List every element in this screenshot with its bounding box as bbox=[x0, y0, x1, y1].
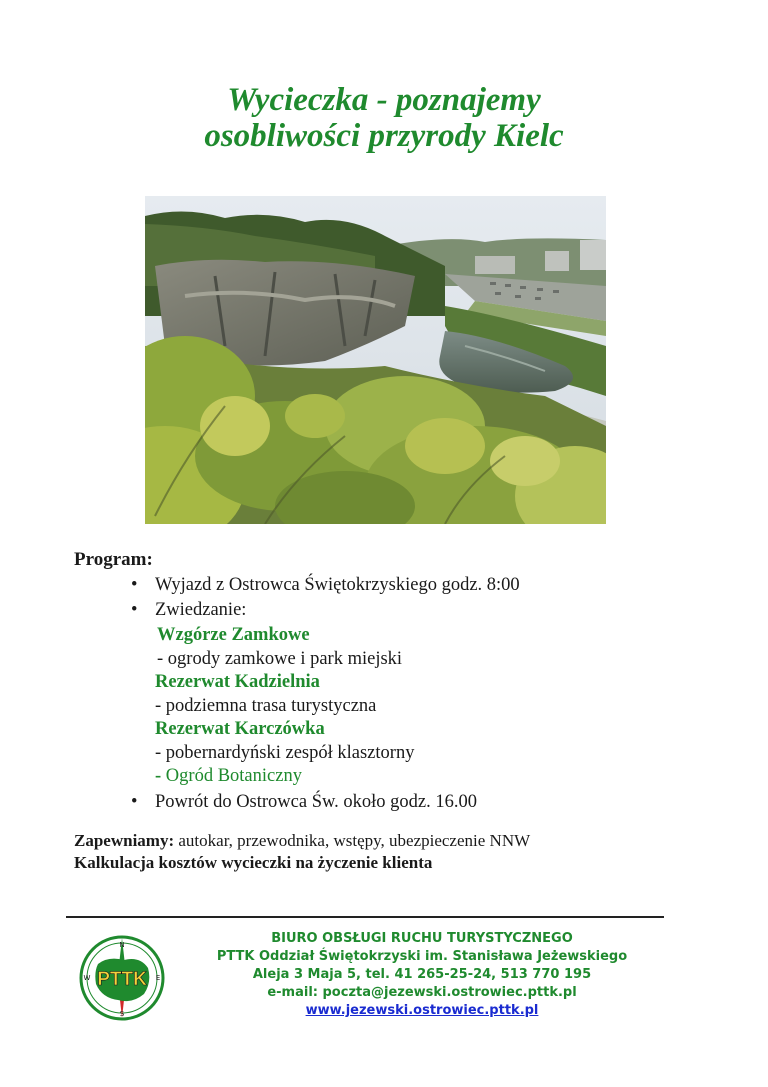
website-link[interactable]: www.jezewski.ostrowiec.pttk.pl bbox=[305, 1003, 539, 1018]
sightseeing-label: Zwiedzanie: bbox=[155, 600, 247, 620]
compass-w: W bbox=[83, 974, 91, 982]
cost-calculation: Kalkulacja kosztów wycieczki na życzenie klienta bbox=[74, 853, 433, 872]
website-link-row bbox=[182, 1001, 662, 1020]
office-email[interactable]: e-mail: poczta@jezewski.ostrowiec.pttk.pl bbox=[267, 985, 577, 1000]
compass-e: E bbox=[155, 974, 161, 982]
bullet-icon: • bbox=[131, 600, 138, 620]
garden-name: Ogród Botaniczny bbox=[165, 766, 302, 786]
title-line-2: osobliwości przyrody Kielc bbox=[204, 118, 564, 154]
offer-text: autokar, przewodnika, wstępy, ubezpieczenie NNW bbox=[178, 831, 531, 850]
compass-s: S bbox=[119, 1010, 125, 1018]
offer-label: Zapewniamy: bbox=[74, 831, 175, 850]
branch-name: PTTK Oddział Świętokrzyski im. Stanisława Jeżewskiego bbox=[216, 949, 628, 964]
place-name: Rezerwat Karczówka bbox=[155, 719, 325, 739]
place-name: Rezerwat Kadzielnia bbox=[155, 672, 320, 692]
garden-dash: - bbox=[155, 766, 162, 786]
office-address: Aleja 3 Maja 5, tel. 41 265-25-24, 513 770 195 bbox=[252, 967, 592, 982]
compass-n: N bbox=[119, 941, 125, 949]
offer-line bbox=[74, 831, 530, 851]
place-detail: - pobernardyński zespół klasztorny bbox=[155, 743, 415, 763]
place-detail: - podziemna trasa turystyczna bbox=[155, 696, 377, 716]
program-heading: Program: bbox=[74, 549, 153, 570]
place-detail: - ogrody zamkowe i park miejski bbox=[157, 649, 403, 669]
logo-text: PTTK bbox=[97, 969, 147, 990]
nature-photo bbox=[145, 196, 606, 524]
footer-divider bbox=[66, 916, 664, 918]
place-name: Wzgórze Zamkowe bbox=[157, 625, 310, 645]
office-name: BIURO OBSŁUGI RUCHU TURYSTYCZNEGO bbox=[271, 931, 573, 946]
bullet-icon: • bbox=[131, 792, 138, 812]
page-title bbox=[0, 82, 768, 154]
bullet-icon: • bbox=[131, 575, 138, 595]
title-line-1: Wycieczka - poznajemy bbox=[227, 82, 541, 118]
garden-item bbox=[155, 765, 302, 789]
pttk-logo bbox=[78, 934, 166, 1022]
return-text: Powrót do Ostrowca Św. około godz. 16.00 bbox=[155, 792, 478, 812]
departure-text: Wyjazd z Ostrowca Świętokrzyskiego godz. 8:00 bbox=[155, 575, 520, 595]
